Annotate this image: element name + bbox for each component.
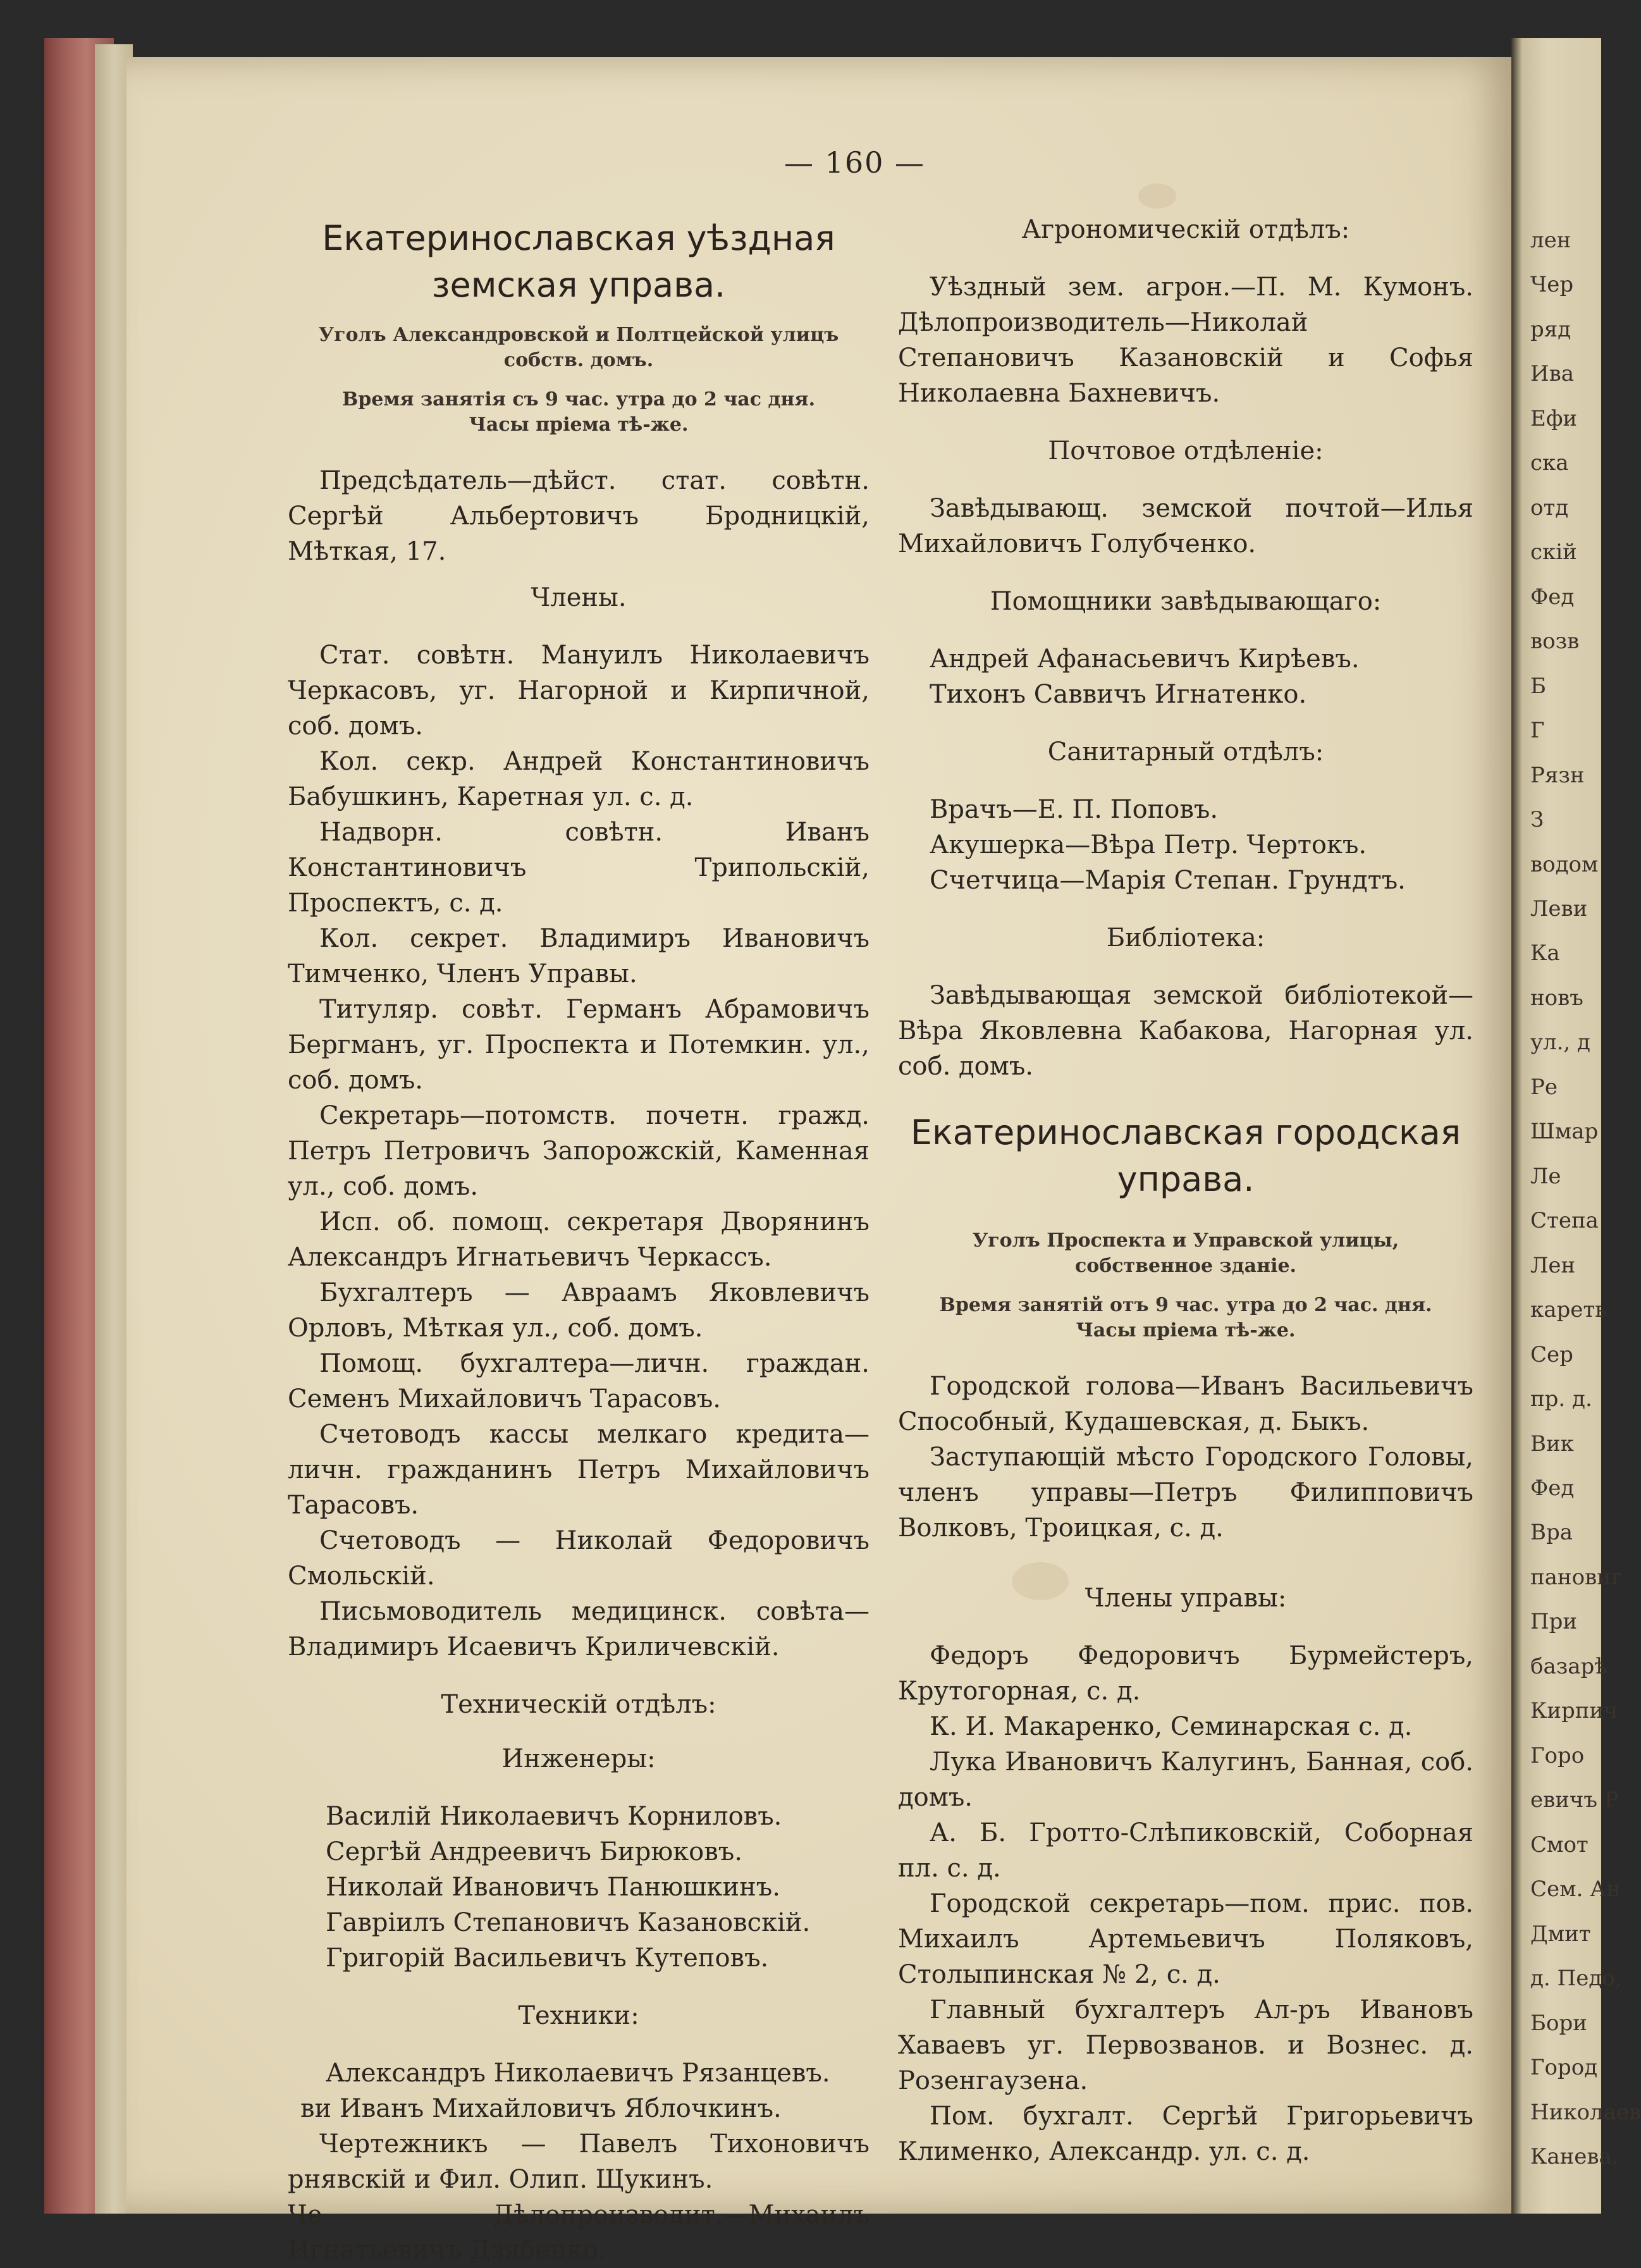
next-page-sliver (1511, 38, 1641, 2214)
member-entry: Счетоводъ кассы мелкаго кредита—личн. гражданинъ Петръ Михайловичъ Тарасовъ. (288, 1420, 870, 1520)
member-entry: Титуляр. совѣт. Германъ Абрамовичъ Бергманъ, уг. Проспекта и Потемкин. ул., соб. домъ. (288, 995, 870, 1095)
library-heading: Библіотека: (1106, 923, 1265, 952)
board-entry: Лука Ивановичъ Калугинъ, Банная, соб. домъ. (898, 1747, 1473, 1812)
next-page-fragment: Смот (1530, 1832, 1589, 1858)
next-page-fragment: Вра (1530, 1520, 1573, 1546)
member-entry: Кол. секр. Андрей Константиновичъ Бабушкинъ, Каретная ул. с. д. (288, 747, 870, 811)
next-page-fragment: водом (1530, 851, 1599, 877)
zemskaya-address-line-1: Уголъ Александровской и Полтцейской улицъ (318, 324, 839, 346)
board-entry: Главный бухгалтеръ Ал-ръ Ивановъ Хаваевъ уг. Первозванов. и Вознес. д. Розенгаузена. (898, 1995, 1473, 2095)
next-page-fragment: ряд (1530, 316, 1571, 342)
library-entry: Завѣдывающая земской библіотекой—Вѣра Яковлевна Кабакова, Нагорная ул. соб. домъ. (898, 981, 1473, 1081)
member-entry: Секретарь—потомств. почетн. гражд. Петръ Петровичъ Запорожскій, Каменная ул., соб. домъ. (288, 1101, 870, 1201)
next-page-fragment: Ре (1530, 1074, 1558, 1100)
left-column (288, 215, 870, 2268)
zemskaya-title-line-2: земская управа. (431, 265, 726, 305)
board-heading: Члены управы: (1085, 1584, 1287, 1613)
next-page-fragment: Лен (1530, 1252, 1576, 1278)
city-hours-line-2: Часы пріема тѣ-же. (1076, 1319, 1296, 1341)
board-entry: К. И. Макаренко, Семинарская с. д. (930, 1712, 1413, 1741)
zemskaya-address-line-2: собств. домъ. (503, 349, 654, 371)
post-entry: Завѣдывающ. земской почтой—Илья Михайловичъ Голубченко. (898, 494, 1473, 558)
next-page-fragment: Кирпич (1530, 1698, 1618, 1724)
city-hours-line-1: Время занятій отъ 9 час. утра до 2 час. дня. (939, 1294, 1432, 1316)
next-page-fragment: Ива (1530, 361, 1575, 387)
chairman-entry: Предсѣдатель—дѣйст. стат. совѣтн. Сергѣй Альбертовичъ Бродницкій, Мѣткая, 17. (288, 466, 870, 566)
next-page-fragment: Г (1530, 718, 1545, 744)
next-page-fragment: Ка (1530, 940, 1560, 966)
zemskaya-hours-line-1: Время занятія съ 9 час. утра до 2 час дня. (341, 388, 816, 410)
technician-name: ви Иванъ Михайловичъ Яблочкинъ. (300, 2094, 782, 2123)
page-number: — 160 — (784, 145, 926, 180)
members-heading: Члены. (531, 583, 627, 612)
member-entry: Помощ. бухгалтера—личн. граждан. Семенъ Михайловичъ Тарасовъ. (288, 1349, 870, 1414)
paper-stain (1138, 183, 1176, 209)
sanitary-staff: Счетчица—Марія Степан. Грундтъ. (930, 866, 1406, 895)
next-page-fragment: Степа (1530, 1208, 1599, 1234)
next-page-fragment: Вик (1530, 1431, 1574, 1457)
next-page-fragment: базарѣ (1530, 1653, 1607, 1679)
next-page-fragment: Бори (1530, 2010, 1587, 2036)
member-entry: Бухгалтеръ — Авраамъ Яковлевичъ Орловъ, Мѣткая ул., соб. домъ. (288, 1278, 870, 1343)
next-page-fragment: пр. д. (1530, 1386, 1592, 1412)
city-address-line-2: собственное зданіе. (1075, 1255, 1296, 1277)
next-page-fragment: Леви (1530, 896, 1588, 921)
city-title-line-1: Екатеринославская городская (910, 1112, 1461, 1152)
sanitary-staff: Врачъ—Е. П. Поповъ. (930, 795, 1219, 824)
engineer-name: Василій Николаевичъ Корниловъ. (326, 1802, 782, 1831)
clerk-entry: Че Дѣлопроизводит.—Михаилъ Игнатьевичъ Дзябенко. (288, 2200, 870, 2265)
next-page-fragment: ска (1530, 450, 1569, 476)
next-page-fragment: З (1530, 807, 1544, 833)
assistants-heading: Помощники завѣдывающаго: (990, 587, 1382, 616)
tech-dept-heading: Техническій отдѣлъ: (441, 1690, 716, 1719)
next-page-fragment: Канева. (1530, 2144, 1619, 2169)
next-page-fragment: кареть (1530, 1297, 1607, 1323)
member-entry: Кол. секрет. Владимиръ Ивановичъ Тимченко, Членъ Управы. (288, 924, 870, 989)
board-entry: Пом. бухгалт. Сергѣй Григорьевичъ Клименко, Александр. ул. с. д. (898, 2102, 1473, 2166)
next-page-fragment: Город (1530, 2055, 1598, 2081)
city-title-line-2: управа. (1117, 1159, 1255, 1199)
technician-name: Александръ Николаевичъ Рязанцевъ. (326, 2059, 830, 2088)
next-page-fragment: Сем. Ан (1530, 1877, 1621, 1902)
board-entry: Федоръ Федоровичъ Бурмейстеръ, Крутогорная, с. д. (898, 1641, 1473, 1706)
member-entry: Стат. совѣтн. Мануилъ Николаевичъ Черкасовъ, уг. Нагорной и Кирпичной, соб. домъ. (288, 641, 870, 741)
mayor-entry: Городской голова—Иванъ Васильевичъ Способный, Кудашевская, д. Быкъ. (898, 1372, 1473, 1436)
next-page-fragment: Сер (1530, 1341, 1573, 1367)
member-entry: Надворн. совѣтн. Иванъ Константиновичъ Трипольскій, Проспектъ, с. д. (288, 818, 870, 918)
sanitary-staff: Акушерка—Вѣра Петр. Чертокъ. (930, 830, 1367, 860)
next-page-fragment: Фед (1530, 1476, 1575, 1501)
next-page-fragment: возв (1530, 629, 1580, 655)
next-page-fragment: Горо (1530, 1742, 1585, 1768)
board-entry: А. Б. Гротто-Слѣпиковскій, Соборная пл. с. д. (898, 1818, 1473, 1883)
member-entry: Исп. об. помощ. секретаря Дворянинъ Александръ Игнатьевичъ Черкассъ. (288, 1207, 870, 1272)
zemskaya-hours-line-2: Часы пріема тѣ-же. (469, 414, 689, 436)
next-page-fragment: отд (1530, 495, 1569, 521)
next-page-fragment: Рязн (1530, 762, 1585, 788)
next-page-fragment: Дмит (1530, 1921, 1591, 1947)
next-page-fragment: Чер (1530, 272, 1574, 298)
next-page-fragment: скій (1530, 539, 1577, 565)
post-dept-heading: Почтовое отдѣленіе: (1048, 436, 1324, 465)
next-page-fragment: ул., д (1530, 1030, 1590, 1056)
next-page-fragment: Ле (1530, 1163, 1561, 1189)
next-page-fragment: Николаев (1530, 2099, 1641, 2125)
next-page-fragment: лен (1530, 228, 1571, 253)
engineers-heading: Инженеры: (501, 1744, 656, 1773)
next-page-fragment: Ефи (1530, 405, 1578, 431)
assistant-name: Андрей Афанасьевичъ Кирѣевъ. (930, 644, 1360, 674)
next-page-fragment: Фед (1530, 584, 1575, 610)
technicians-heading: Техники: (518, 2001, 639, 2030)
city-address-line-1: Уголъ Проспекта и Управской улицы, (972, 1230, 1399, 1252)
next-page-fragment: При (1530, 1609, 1578, 1635)
member-entry: Письмоводитель медицинск. совѣта—Владимиръ Исаевичъ Криличевскій. (288, 1597, 870, 1661)
next-page-fragment: новъ (1530, 985, 1583, 1011)
next-page-fragment: евичъ Р (1530, 1787, 1619, 1813)
engineer-name: Сергѣй Андреевичъ Бирюковъ. (326, 1837, 742, 1866)
assistant-name: Тихонъ Саввичъ Игнатенко. (930, 680, 1307, 709)
member-entry: Счетоводъ — Николай Федоровичъ Смольскій. (288, 1526, 870, 1591)
next-page-fragment: Шмар (1530, 1119, 1599, 1145)
draftsman-entry: Чертежникъ — Павелъ Тихоновичъ рнявскій и Фил. Олип. Щукинъ. (288, 2129, 870, 2194)
agro-entry: Уѣздный зем. агрон.—П. М. Кумонъ. Дѣлопроизводитель—Николай Степановичъ Казановскій и Софья Николаевна Бахневичъ. (898, 273, 1473, 408)
next-page-fragment: пановиг (1530, 1564, 1623, 1590)
engineer-name: Николай Ивановичъ Панюшкинъ. (326, 1873, 780, 1902)
agro-dept-heading: Агрономическій отдѣлъ: (1021, 215, 1350, 244)
engineer-name: Гавріилъ Степановичъ Казановскій. (326, 1908, 811, 1937)
deputy-entry: Заступающій мѣсто Городского Головы, членъ управы—Петръ Филипповичъ Волковъ, Троицкая, с. д. (898, 1443, 1473, 1543)
zemskaya-title-line-1: Екатеринославская уѣздная (322, 218, 835, 258)
board-entry: Городской секретарь—пом. прис. пов. Михаилъ Артемьевичъ Поляковъ, Столыпинская № 2, с. д. (898, 1889, 1473, 1989)
right-column (898, 215, 1473, 2169)
next-page-fragment: Б (1530, 673, 1546, 699)
next-page-fragment: д. Педо, (1530, 1966, 1622, 1992)
engineer-name: Григорій Васильевичъ Кутеповъ. (326, 1944, 769, 1973)
sanitary-dept-heading: Санитарный отдѣлъ: (1047, 737, 1324, 767)
